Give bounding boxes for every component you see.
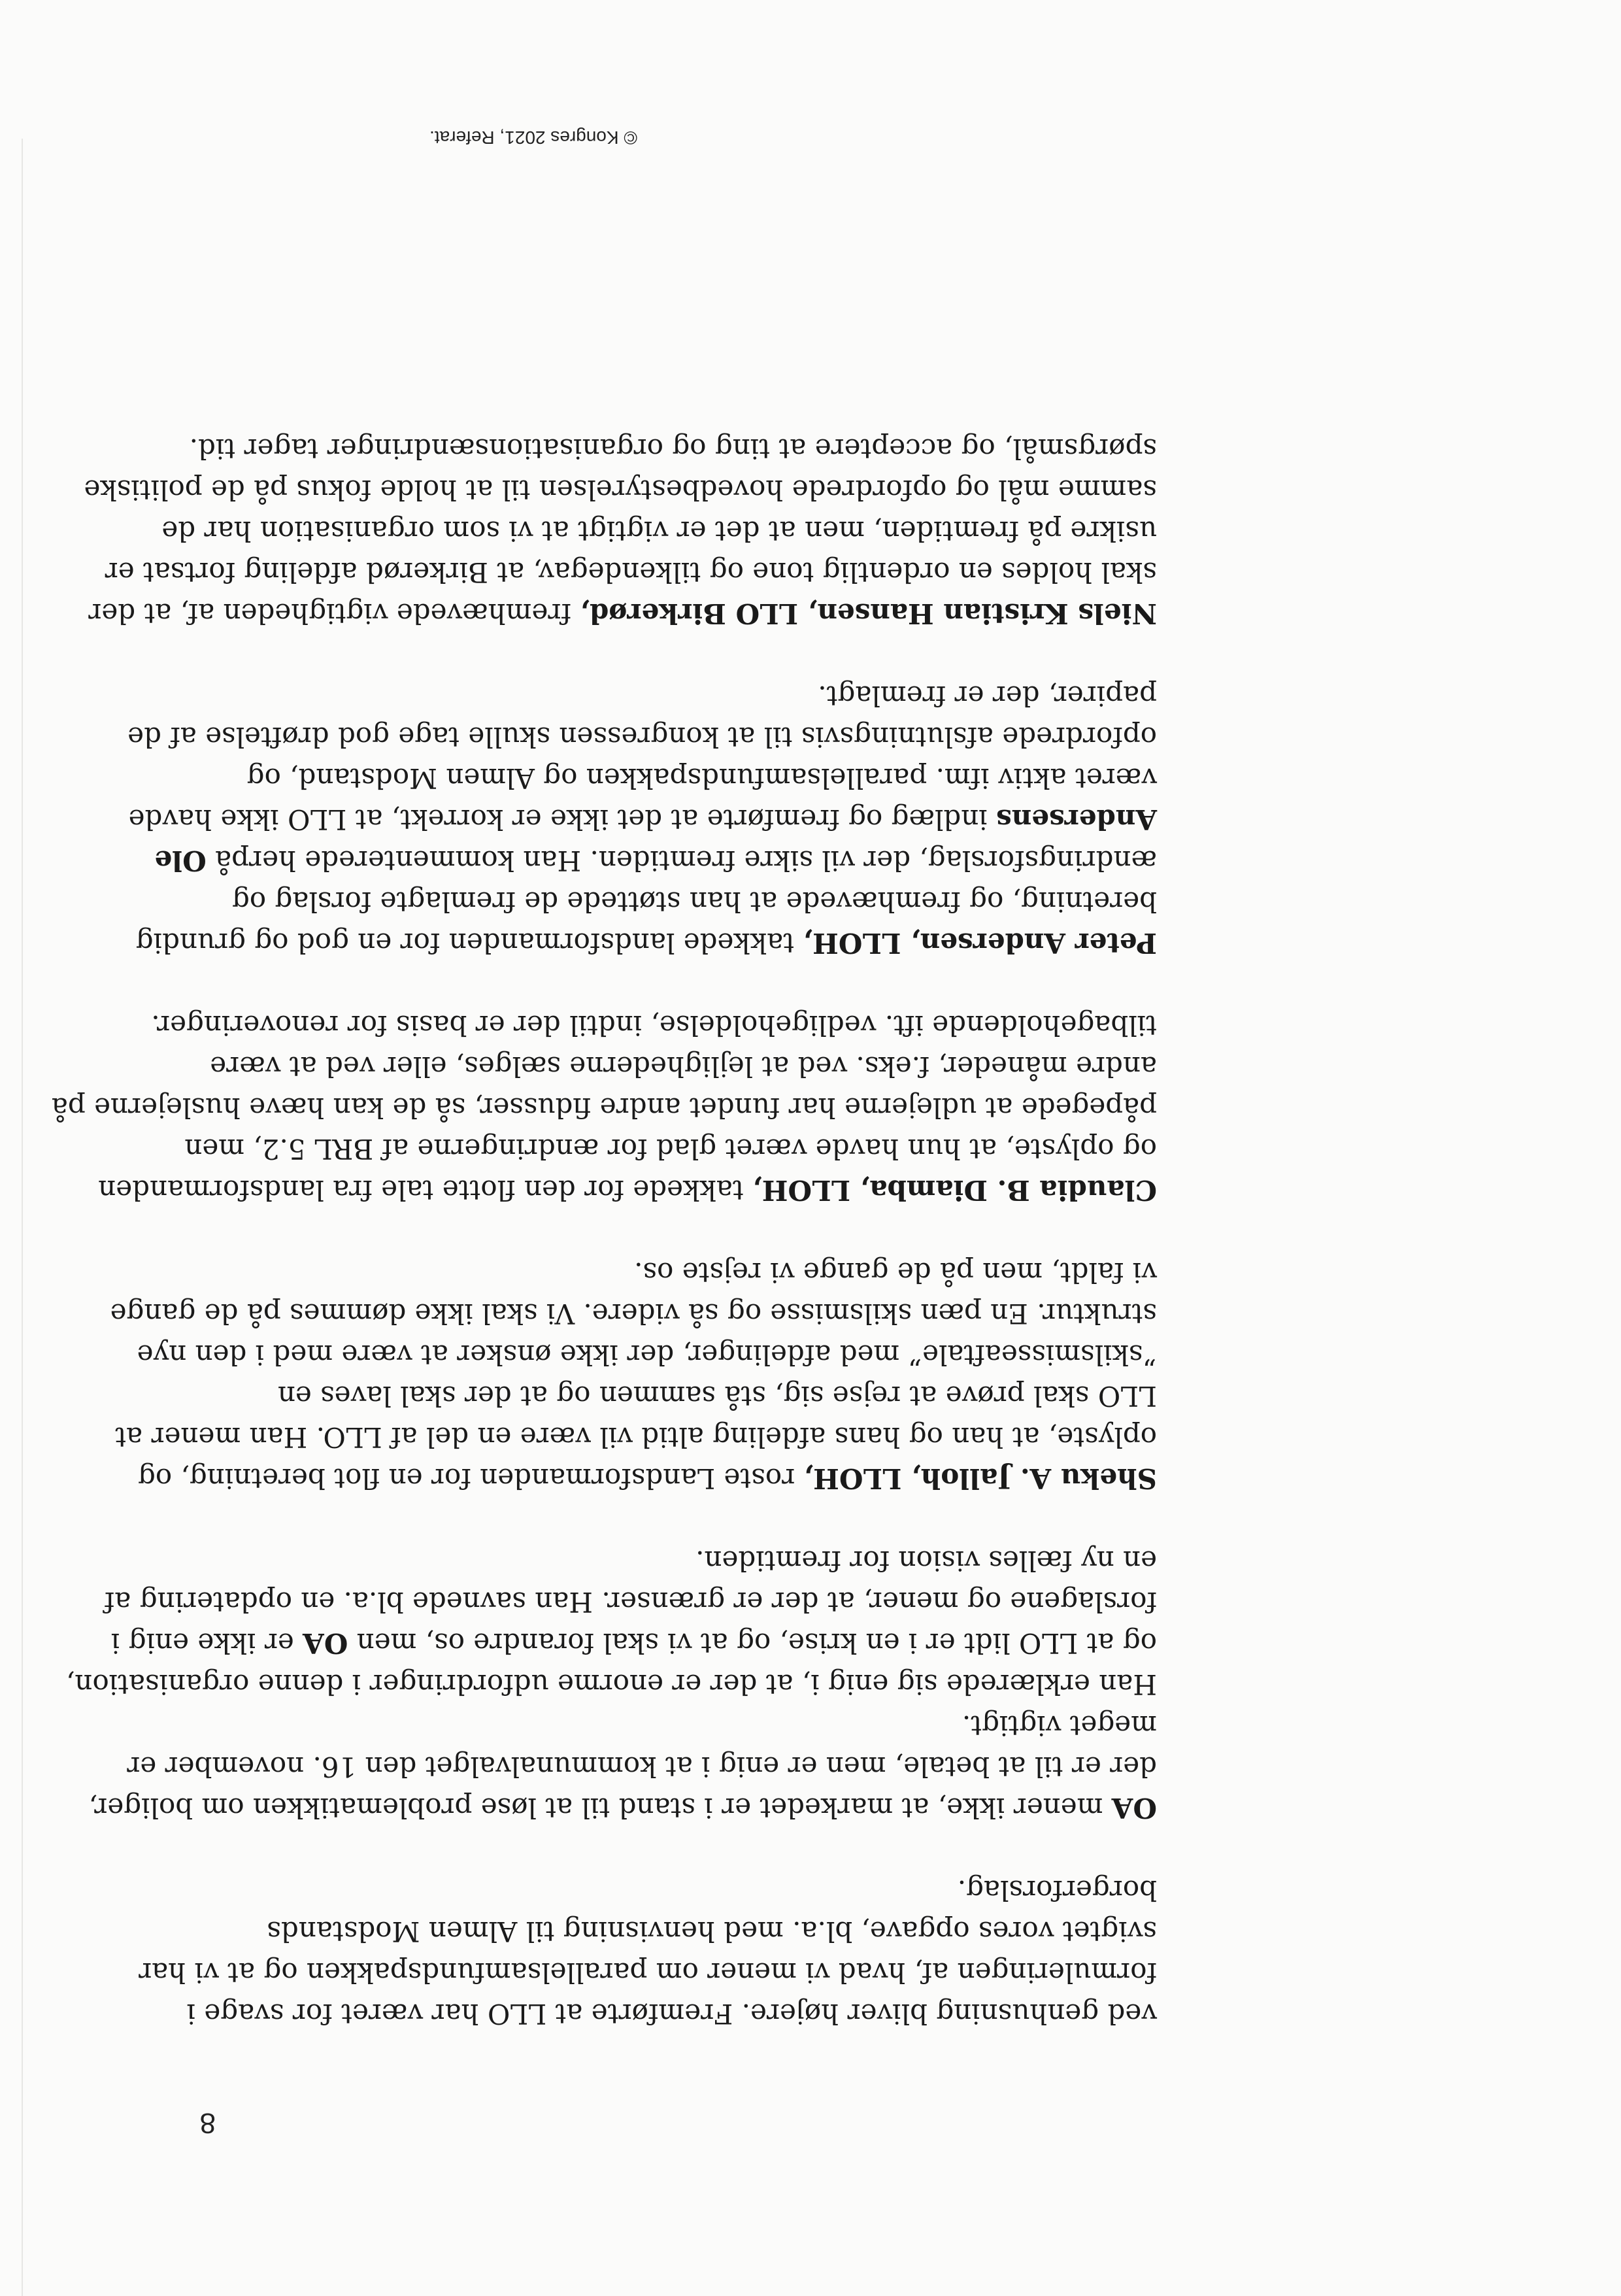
text-line: meget vigtigt. xyxy=(961,1710,1157,1742)
bold-run: Ole xyxy=(154,845,207,877)
text-line xyxy=(154,840,1157,881)
paragraph xyxy=(66,1540,1157,1829)
paragraph xyxy=(110,1252,1157,1499)
text-run: ændringsforslag, der vil sikre fremtiden. Han kommenterede herpå xyxy=(206,845,1157,877)
text-line: formuleringen af, hvad vi mener om parallelsamfundspakken og at vi har xyxy=(139,1957,1157,1989)
text-line: skal holdes en ordentlig tone og tilkendegav, at Birkerød afdeling fortsat er xyxy=(105,556,1157,588)
bold-run: OA xyxy=(303,1627,348,1659)
text-run: takkede landsformanden for en god og grundig xyxy=(135,927,803,959)
paragraph xyxy=(127,675,1157,964)
text-line: påpegede at udlejerne har fundet andre fidusser, så de kan hæve huslejerne på xyxy=(51,1092,1157,1124)
bold-run: Peter Andersen, LLOH, xyxy=(803,927,1157,959)
text-line: og oplyste, at hun havde været glad for ændringerne af BRL 5.2, men xyxy=(184,1133,1157,1165)
text-line: andre måneder, f.eks. ved at lejlighederne sælges, eller ved at være xyxy=(210,1051,1157,1083)
text-line: beretning, og fremhævede at han støttede de fremlagte forslag og xyxy=(231,886,1157,918)
text-line: oplyste, at han og hans afdeling altid vil være en del af LLO. Han mener at xyxy=(115,1421,1157,1453)
text-run: og at LLO lidt er i en krise, og at vi skal forandre os, men xyxy=(348,1627,1157,1659)
body-text xyxy=(51,387,1157,2034)
bold-run: Sheku A. Jalloh, LLOH, xyxy=(803,1462,1157,1494)
text-line: en ny fælles vision for fremtiden. xyxy=(695,1545,1157,1577)
footer-copyright: © Kongres 2021, Referat. xyxy=(429,127,637,148)
text-run: takkede for den flotte tale fra landsformanden xyxy=(98,1174,753,1206)
text-run: roste Landsformanden for en flot beretning, og xyxy=(137,1462,804,1494)
text-line: ”skilsmisseaftale” med afdelinger, der ikke ønsker at være med i den nye xyxy=(137,1339,1157,1371)
text-line: forslagene og mener, at der er grænser. Han savnede bl.a. en opdatering af xyxy=(104,1586,1157,1618)
text-line xyxy=(88,1787,1157,1829)
text-line: spørgsmål, og acceptere at ting og organisationsændringer tager tid. xyxy=(189,433,1157,465)
bold-run: Andersens xyxy=(996,803,1157,836)
text-line: ved genhusning bliver højere. Fremførte at LLO har været for svage i xyxy=(186,1998,1157,2030)
text-line: tilbageholdende ift. vedligeholdelse, indtil der er basis for renoveringer. xyxy=(151,1009,1157,1041)
text-run: mener ikke, at markedet er i stand til at løse problematikken om boliger, xyxy=(88,1792,1112,1824)
bold-run: Claudia B. Diamba, LLOH, xyxy=(752,1174,1157,1206)
bold-run: OA xyxy=(1111,1792,1157,1824)
bold-run: Niels Kristian Hansen, LLO Birkerød, xyxy=(580,598,1157,630)
text-line xyxy=(128,799,1157,840)
text-line: LLO skal prøve at rejse sig, stå sammen og at der skal laves en xyxy=(277,1380,1157,1412)
text-run: fremhævede vigtigheden af, at der xyxy=(88,598,580,630)
paragraph xyxy=(51,1005,1157,1211)
paragraph xyxy=(139,1870,1157,2034)
text-line xyxy=(98,1170,1157,1211)
text-run: indlæg og fremførte at det ikke er korrekt, at LLO ikke havde xyxy=(128,803,997,836)
text-line xyxy=(137,1458,1157,1499)
text-line xyxy=(110,1623,1157,1664)
text-line: der er til at betale, men er enig i at kommunalvalget den 16. november er xyxy=(127,1751,1157,1783)
text-line: struktur. En pæn skilsmisse og så videre. Vi skal ikke dømmes på de gange xyxy=(110,1298,1157,1330)
page-number: 8 xyxy=(199,2107,216,2139)
text-line: samme mål og opfordrede hovedbestyrelsen til at holde fokus på de politiske xyxy=(84,474,1157,506)
text-line: papirer, der er fremlagt. xyxy=(818,680,1157,712)
text-line: vi faldt, men på de gange vi rejste os. xyxy=(634,1257,1157,1289)
paragraph xyxy=(84,428,1157,634)
text-line: borgerforslag. xyxy=(957,1874,1157,1906)
text-line: svigtet vores opgave, bl.a. med henvisning til Almen Modstands xyxy=(267,1916,1157,1948)
text-line: opfordrede afslutningsvis til at kongressen skulle tage god drøftelse af de xyxy=(127,721,1157,753)
scan-edge xyxy=(22,139,23,2296)
text-line: usikre på fremtiden, men at det er vigtigt at vi som organisation har de xyxy=(161,515,1157,547)
text-line xyxy=(135,922,1157,964)
text-run: er ikke enig i xyxy=(110,1627,303,1659)
text-line: været aktiv ifm. parallelsamfundspakken og Almen Modstand, og xyxy=(246,762,1157,794)
text-line: Han erklærede sig enig i, at der er enorme udfordringer i denne organisation, xyxy=(66,1668,1157,1700)
text-line xyxy=(88,593,1157,634)
